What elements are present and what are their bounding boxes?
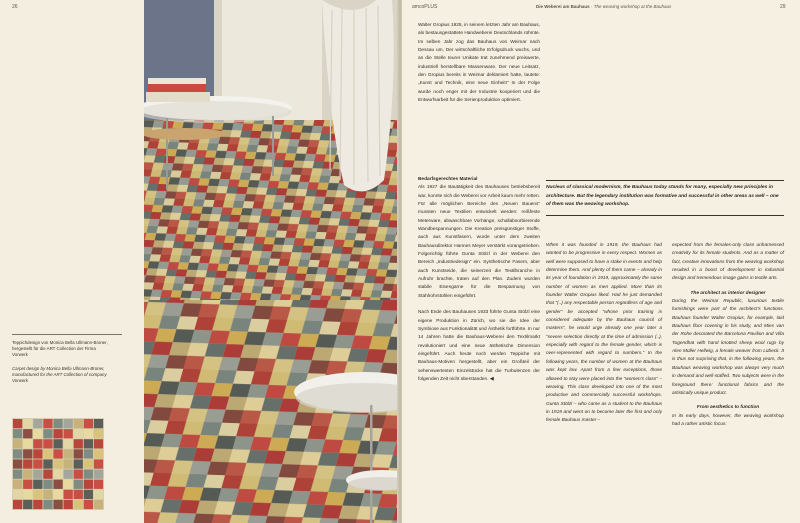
swatch-tile xyxy=(74,500,83,509)
swatch-tile xyxy=(43,439,52,448)
english-paragraph-4: In its early days, however, the weaving workshop had a rather artistic focus: xyxy=(672,413,784,427)
swatch-tile xyxy=(84,419,93,428)
swatch-tile xyxy=(53,449,62,458)
carpet-design-swatch xyxy=(12,418,104,510)
swatch-tile xyxy=(64,480,73,489)
running-head-english: The weaving workshop at the Bauhaus xyxy=(593,4,672,9)
swatch-tile xyxy=(64,429,73,438)
swatch-tile xyxy=(94,500,103,509)
german-column-main xyxy=(418,176,540,384)
swatch-tile xyxy=(64,439,73,448)
swatch-tile xyxy=(23,429,32,438)
swatch-tile xyxy=(53,429,62,438)
carpet-photo xyxy=(144,0,398,523)
english-paragraph-2: expected from the females-only class unharnessed creativity for its female students. And as a matter of fact, creative innovations from the weaving workshop resulted in a boost of development in industrial design and tremendous image gains in textile arts. xyxy=(672,243,784,282)
english-column-2 xyxy=(672,242,784,429)
right-page-number: 29 xyxy=(780,4,786,10)
swatch-tile xyxy=(53,439,62,448)
swatch-tile xyxy=(33,490,42,499)
swatch-tile xyxy=(84,429,93,438)
swatch-tile xyxy=(13,429,22,438)
swatch-tile xyxy=(64,459,73,468)
english-subheading-1: The architect as interior designer xyxy=(690,290,766,296)
lead-rule-bottom xyxy=(546,215,784,216)
swatch-tile xyxy=(64,470,73,479)
swatch-tile xyxy=(33,419,42,428)
swatch-tile xyxy=(94,490,103,499)
swatch-tile xyxy=(64,419,73,428)
swatch-tile xyxy=(33,429,42,438)
swatch-tile xyxy=(74,429,83,438)
swatch-tile xyxy=(84,439,93,448)
swatch-tile xyxy=(33,459,42,468)
swatch-tile xyxy=(43,470,52,479)
swatch-tile xyxy=(84,459,93,468)
running-head: Die Weberei am Bauhaus · The weaving workshop at the Bauhaus xyxy=(536,4,672,9)
swatch-tile xyxy=(74,470,83,479)
german-column-intro xyxy=(418,22,540,105)
swatch-tile xyxy=(43,419,52,428)
swatch-tile xyxy=(74,480,83,489)
swatch-tile xyxy=(94,439,103,448)
swatch-tile xyxy=(84,470,93,479)
swatch-tile xyxy=(33,439,42,448)
swatch-tile xyxy=(23,439,32,448)
swatch-tile xyxy=(13,419,22,428)
german-paragraph-3: Nach Ende des Bauhauses 1933 führte Gunta Stölzl eine eigene Produktion in Zürich, wo sie die Idee der Symbiose aus Funktionalität und Ästhetik fortführte. In nur 14 Jahren hatte die Bauhaus-Weberei den Textilmarkt revolutioniert und eine neue ästhetische Dimension eingeführt. Auch heute noch werden Teppiche mit Bauhaus-Motiven hergestellt, aber ein Großteil der sehenswertesten Einzelstücke hat die Turbulenzen der folgenden Zeit nicht überstanden. ◀ xyxy=(418,310,540,382)
carpet-room-image xyxy=(144,0,398,523)
left-page-number: 26 xyxy=(12,4,18,10)
swatch-tile xyxy=(43,500,52,509)
swatch-tile xyxy=(13,500,22,509)
english-subheading-2: From aesthetics to function xyxy=(696,405,760,411)
swatch-tile xyxy=(23,470,32,479)
swatch-tile xyxy=(84,449,93,458)
swatch-tile xyxy=(84,500,93,509)
swatch-tile xyxy=(74,419,83,428)
swatch-tile xyxy=(74,449,83,458)
english-lead: Nucleus of classical modernism, the Bauhaus today stands for many, especially new principles in architecture. But the legendary institution was formative and successful in other areas as well – one of them was the weaving workshop. xyxy=(546,185,779,208)
swatch-tile xyxy=(74,459,83,468)
swatch-tile xyxy=(74,439,83,448)
swatch-tile xyxy=(64,449,73,458)
swatch-tile xyxy=(94,419,103,428)
swatch-tile xyxy=(43,429,52,438)
swatch-tile xyxy=(43,459,52,468)
swatch-tile xyxy=(43,490,52,499)
swatch-tile xyxy=(13,439,22,448)
german-subheading: Bedarfsgerechtes Material xyxy=(418,177,478,182)
swatch-tile xyxy=(53,500,62,509)
swatch-tile xyxy=(94,449,103,458)
swatch-tile xyxy=(94,480,103,489)
swatch-tile xyxy=(94,470,103,479)
swatch-tile xyxy=(13,449,22,458)
swatch-tile xyxy=(23,500,32,509)
english-paragraph-1: When it was founded in 1919, the Bauhaus had wanted to be progressive in every respect. Women as well were supposed to have a stake in events and help determine them. And plenty of them came – already in its year of foundation in 1919, approximately the same number of women as men applied. More than its founder Walter Gropius liked. Had he just demanded that “(..) any respectable person regardless of age and gender” be accepted “whose prior training is considered adequate by the Bauhaus council of masters”, he would urge already one year later a “severe selection directly at the time of admission (..), especially with regard to the female gender, which is over-represented with regard to numbers.” In the following years, the number of women at the Bauhaus was kept low. Apart from a few exceptions, those allowed to stay were placed into the “women’s class” – weaving. This class developed into one of the most productive and commercially successful workshops. Gunta Stölzl – who came as a student to the Bauhaus in 1919 and went on to become later the first and only female Bauhaus master – xyxy=(546,243,662,424)
swatch-tile xyxy=(23,490,32,499)
swatch-tile xyxy=(94,429,103,438)
english-paragraph-3: During the Weimar Republic, luxurious textile furnishings were part of the architect’s functions. Bauhaus founder Walter Gropius, for example, laid Bauhaus floor covering in his study, and Mies van der Rohe decorated the Barcelona Pavilion and Villa Tugendhat with hand knotted sheep wool rugs by Alen Müller Hellwig, a female weaver from Lübeck. It is thus not surprising that, in the following years, the Bauhaus weaving workshop was always very much in demand and well-staffed. Two subjects were in the foreground there: functional fabrics and the artistically unique product. xyxy=(672,299,784,396)
left-page xyxy=(0,0,398,523)
english-column-1 xyxy=(546,242,662,426)
swatch-tile xyxy=(64,500,73,509)
swatch-tile xyxy=(53,480,62,489)
swatch-tile xyxy=(33,500,42,509)
swatch-tile xyxy=(33,449,42,458)
german-paragraph-2: Als 1927 die Bautätigkeit des Bauhauses betriebsbereit war, konnte sich die Weberei vor Arbeit kaum mehr retten. Für alle möglichen Bereiche des „Neuen Bauens“ mussten neue Textilien entwickelt werden: reißfeste Meterware, abwaschbare Vorhänge, schallabsorbierende Wandbespannungen. Die Kreation preisgünstiger Stoffe, auch aus Kunstfasern, wurde unter dem zweiten Bauhausdirektor Hannes Meyer verstärkt vorangetrieben. Folgerichtig führte Gunta Stölzl in der Weberei den Bereich „Industriedesign“ ein. Synthetische Fasern, aber auch Kunstseide, die seinerzeit die Textilbranche in Aufruhr brachte, traten auf den Plan. Zudem wurden stabile Eisengarne für die Bespannung von Stahlrohrstühlen eingeführt. xyxy=(418,185,540,299)
lead-rule-top xyxy=(546,180,784,181)
swatch-tile xyxy=(23,419,32,428)
swatch-tile xyxy=(53,470,62,479)
swatch-tile xyxy=(33,470,42,479)
photo-credit: Foto: Vorwerk Picture: Vorwerk xyxy=(293,18,297,68)
swatch-tile xyxy=(13,459,22,468)
running-head-german: Die Weberei am Bauhaus xyxy=(536,4,590,9)
swatch-tile xyxy=(84,490,93,499)
swatch-tile xyxy=(94,459,103,468)
caption-rule xyxy=(12,334,122,335)
german-paragraph-1: Walter Gropius 1925, in seinem letzten Jahr am Bauhaus, als bestausgestattete Handweberei Deutschlands rühmte. Im selben Jahr zog das Bauhaus von Weimar nach Dessau um. Der wirtschaftliche Erfolgsdruck wuchs, und an die Stelle teurer Unikate trat zunehmend preiswerte, industriell herstellbare Massenware. Der neue Leitsatz, den Gropius bereits in Weimar deklamiert hatte, lautete: „Kunst und Technik, eine neue Einheit!“ In der Folge wurde noch enger mit der Industrie kooperiert und die Entwurfsarbeit für die Serienproduktion optimiert. xyxy=(418,23,540,104)
caption-german: Teppichdesign von Monica Bella Ullmann-Broner, hergestellt für die ART Collection der Firma Vorwerk xyxy=(12,340,108,358)
swatch-tile xyxy=(13,480,22,489)
swatch-tile xyxy=(23,459,32,468)
caption-english: Carpet design by Monica Bella Ullmann-Broner, manufactured for the ART Collection of company Vorwerk xyxy=(12,366,107,384)
swatch-tile xyxy=(53,459,62,468)
swatch-tile xyxy=(84,480,93,489)
swatch-tile xyxy=(43,480,52,489)
swatch-tile xyxy=(33,480,42,489)
swatch-tile xyxy=(53,419,62,428)
swatch-tile xyxy=(13,470,22,479)
swatch-tile xyxy=(53,490,62,499)
swatch-tile xyxy=(74,490,83,499)
magazine-name: amcoPLUS xyxy=(412,4,438,10)
swatch-tile xyxy=(23,480,32,489)
swatch-tile xyxy=(23,449,32,458)
swatch-tile xyxy=(13,490,22,499)
swatch-tile xyxy=(43,449,52,458)
swatch-tile xyxy=(64,490,73,499)
